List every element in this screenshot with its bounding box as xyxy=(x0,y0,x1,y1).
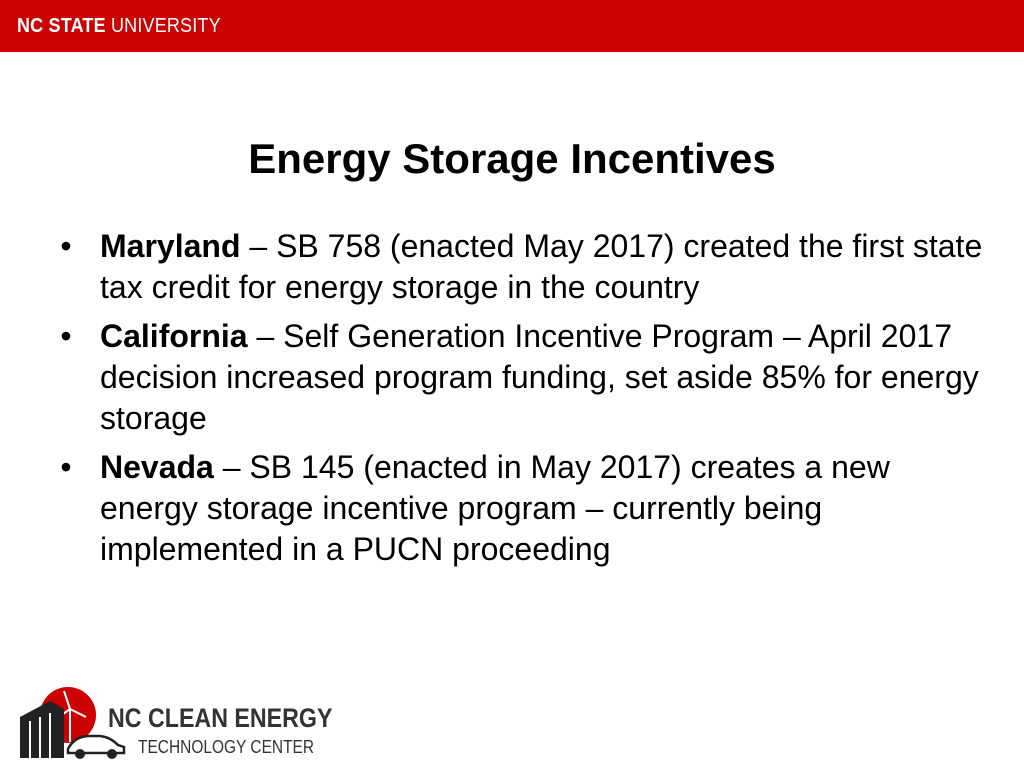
bullet-text: – Self Generation Incentive Program – April 2017 decision increased program funding, set aside 85% for energy storage xyxy=(100,318,979,436)
brand-bold: NC STATE xyxy=(17,15,106,37)
logo-line-1: NC CLEAN ENERGY xyxy=(108,703,333,733)
building-icon xyxy=(20,701,64,758)
bullet-item-california xyxy=(56,316,986,439)
bullet-list xyxy=(56,226,986,578)
logo-line-2: TECHNOLOGY CENTER xyxy=(138,737,315,757)
car-icon xyxy=(68,736,124,759)
bullet-lead: Maryland xyxy=(100,228,241,264)
bullet-text: – SB 145 (enacted in May 2017) creates a new energy storage incentive program – currently being implemented in a PUCN proceeding xyxy=(100,449,890,567)
bullet-lead: California xyxy=(100,318,248,354)
bullet-dot-icon: • xyxy=(60,449,72,485)
brand-regular: UNIVERSITY xyxy=(110,15,221,37)
bullet-dot-icon: • xyxy=(60,318,72,354)
bullet-item-maryland xyxy=(56,226,986,308)
bullet-item-nevada xyxy=(56,447,986,570)
slide-title: Energy Storage Incentives xyxy=(248,135,776,182)
university-wordmark xyxy=(17,15,221,38)
bullet-text: – SB 758 (enacted May 2017) created the first state tax credit for energy storage in the country xyxy=(100,228,983,305)
bullet-dot-icon: • xyxy=(60,228,72,264)
bullet-lead: Nevada xyxy=(100,449,214,485)
header-bar xyxy=(0,0,1024,52)
